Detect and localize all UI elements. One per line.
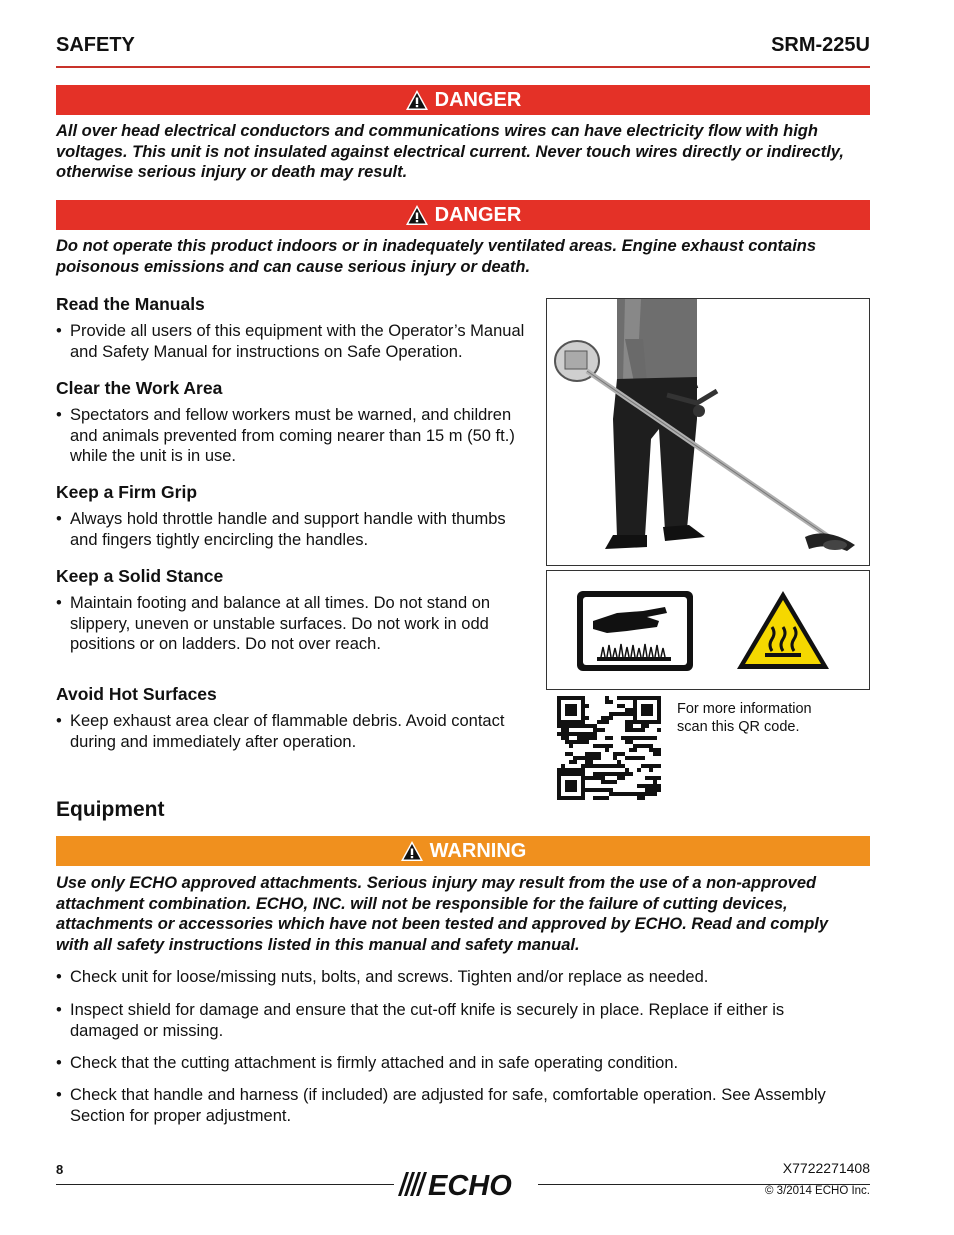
danger-text-2: Do not operate this product indoors or in inadequately ventilated areas. Engine exhaust contains poisonous emissions and can cause serious injury or death. [56, 237, 817, 276]
equipment-heading: Equipment [56, 798, 165, 821]
qr-caption: For more information scan this QR code. [677, 701, 812, 735]
bullet-firm-grip: • Always hold throttle handle and support handle with thumbs and fingers tightly encircling the handles. [56, 510, 506, 549]
page-number: 8 [56, 1162, 64, 1177]
model-number: SRM-225U [771, 34, 870, 56]
trimmer-operator-image [547, 299, 869, 565]
warning-triangle-icon [405, 204, 429, 226]
heading-read-manuals: Read the Manuals [56, 294, 205, 314]
bullet-clear-work-area: • Spectators and fellow workers must be warned, and children and animals prevented from coming nearer than 15 m (50 ft.) while the unit is in use. [56, 406, 515, 465]
heading-clear-work-area: Clear the Work Area [56, 378, 223, 398]
danger-label: DANGER [434, 88, 522, 111]
logo-wordmark: ECHO [428, 1170, 512, 1200]
document-number: X7722271408 [782, 1160, 870, 1176]
danger-banner-1 [56, 85, 870, 115]
operator-illustration [546, 298, 870, 566]
bullet-solid-stance: • Maintain footing and balance at all times. Do not stand on slippery, uneven or unstable surfaces. Do not work in odd positions or on ladders. Do not over reach. [56, 594, 491, 653]
footer-rule-left [56, 1184, 394, 1185]
bullet-read-manuals: • Provide all users of this equipment with the Operator’s Manual and Safety Manual for instructions on Safe Operation. [56, 322, 525, 361]
warning-text: Use only ECHO approved attachments. Serious injury may result from the use of a non-approved attachment combination. ECHO, INC. will not be responsible for the failure of cutting devices, attachments or accessories which have not been tested and approved by ECHO. Read and comply with all safety instructions listed in this manual and safety manual. [56, 874, 829, 954]
equipment-bullet: • Check that handle and harness (if included) are adjusted for safe, comfortable operation. See Assembly Section for proper adjustment. [56, 1086, 826, 1125]
warning-label: WARNING [429, 839, 527, 862]
danger-banner-2 [56, 200, 870, 230]
hot-surface-warning-icon [737, 591, 829, 669]
qr-code[interactable] [557, 696, 661, 800]
equipment-bullet: • Check that the cutting attachment is firmly attached and in safe operating condition. [56, 1054, 679, 1072]
header-rule [56, 66, 870, 68]
equipment-bullet: • Check unit for loose/missing nuts, bolts, and screws. Tighten and/or replace as needed. [56, 968, 709, 986]
equipment-bullet: • Inspect shield for damage and ensure that the cut-off knife is securely in place. Replace if either is damaged or missing. [56, 1001, 785, 1040]
bullet-hot-surfaces: • Keep exhaust area clear of flammable debris. Avoid contact during and immediately after operation. [56, 712, 505, 751]
heading-firm-grip: Keep a Firm Grip [56, 482, 198, 502]
section-title: SAFETY [56, 34, 135, 56]
danger-label: DANGER [434, 203, 522, 226]
hot-surface-pictograms [546, 570, 870, 690]
copyright: © 3/2014 ECHO Inc. [765, 1185, 870, 1197]
hot-surface-pictogram-image [547, 571, 869, 689]
heading-hot-surfaces: Avoid Hot Surfaces [56, 684, 217, 704]
echo-logo [396, 1168, 536, 1200]
warning-triangle-icon [400, 840, 424, 862]
danger-text-1: All over head electrical conductors and communications wires can have electricity flow with high voltages. This unit is not insulated against electrical current. Never touch wires directly or indirectly, otherwise serious injury or death may result. [56, 122, 844, 181]
heading-solid-stance: Keep a Solid Stance [56, 566, 224, 586]
warning-banner [56, 836, 870, 866]
warning-triangle-icon [405, 89, 429, 111]
